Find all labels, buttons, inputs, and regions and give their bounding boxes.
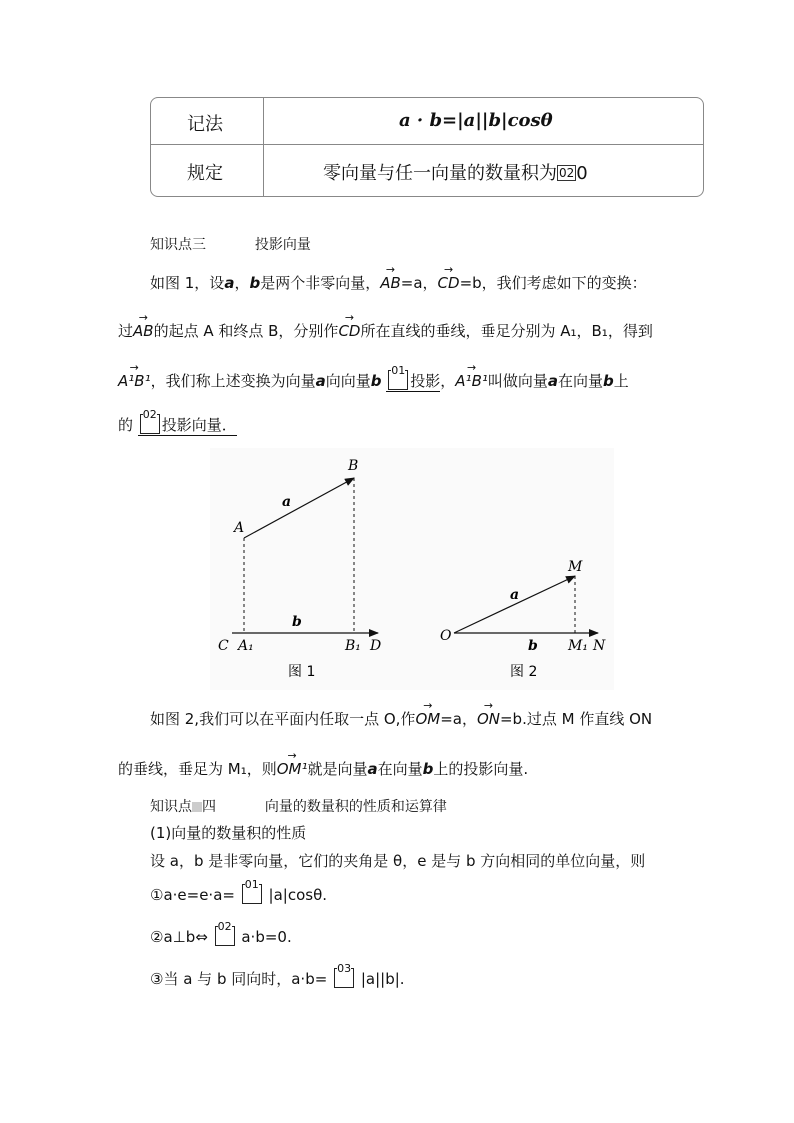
label-b: b: [292, 614, 302, 630]
text: =a，: [400, 274, 438, 292]
vector-OM: → OM: [415, 710, 440, 728]
vector-a-arrow-2: [454, 576, 575, 633]
text: 的起点 A 和终点 B，分别作: [153, 322, 339, 340]
vector-A1B1: → A¹B¹: [118, 372, 151, 390]
text: 的: [118, 416, 134, 434]
property-item-1: [150, 878, 328, 904]
paragraph-line: [150, 708, 652, 729]
section-number-suffix: 四: [202, 799, 216, 815]
text: =a，: [440, 710, 477, 728]
answer-text: 投影向量．: [161, 416, 237, 434]
label-C: C: [218, 638, 229, 654]
vector-a: a: [547, 372, 559, 390]
text: 向向量: [325, 372, 371, 390]
vector-a-arrow: [244, 478, 354, 538]
section-heading: [150, 796, 447, 816]
answer-blank-number: 02: [559, 166, 575, 180]
vector-OM1: → OM¹: [277, 760, 308, 778]
vector-CD: → CD: [338, 322, 360, 340]
vector-A1B1: → A¹B¹: [455, 372, 488, 390]
text: 所在直线的垂线，垂足分别为 A₁，B₁，得到: [360, 322, 653, 340]
caption-fig1: 图 1: [288, 664, 316, 680]
section-number: 知识点: [150, 799, 192, 815]
label-a: a: [282, 494, 292, 510]
rule-tail: 0: [576, 163, 588, 184]
label-B1: B₁: [345, 638, 361, 654]
paragraph-line: [118, 758, 528, 779]
blank-number: 02: [142, 408, 157, 421]
blank-number: 02: [217, 920, 232, 933]
label-D: D: [370, 638, 382, 654]
answer-text: |a|cosθ.: [268, 886, 328, 904]
label-a-2: a: [510, 587, 520, 603]
row-label-notation: 记法: [187, 114, 223, 135]
answer-blank: [242, 878, 262, 904]
text: 过: [118, 322, 134, 340]
label-B: B: [348, 458, 359, 474]
vector-b: b: [249, 274, 261, 292]
vector-b: b: [603, 372, 614, 390]
section-title: 投影向量: [254, 237, 311, 253]
section-title: 向量的数量积的性质和运算律: [264, 799, 447, 815]
property-item-2: [150, 920, 292, 946]
blank-number: 01: [244, 878, 259, 891]
text: 如图 2,我们可以在平面内任取一点 O,作: [150, 710, 416, 728]
vector-AB: → AB: [380, 274, 401, 292]
rule-text: 零向量与任一向量的数量积为: [323, 163, 557, 184]
answer-text: |a||b|.: [360, 970, 405, 988]
text: 是两个非零向量，: [260, 274, 381, 292]
blank-number: 01: [391, 364, 406, 377]
intro-line: 设 a，b 是非零向量，它们的夹角是 θ，e 是与 b 方向相同的单位向量，则: [150, 852, 646, 870]
answer-blank: [334, 962, 354, 988]
vector-b: b: [370, 372, 382, 390]
gray-mark: [192, 802, 202, 812]
vector-ON: → ON: [477, 710, 500, 728]
caption-fig2: 图 2: [510, 664, 538, 680]
answer-text: a·b=0.: [241, 928, 292, 946]
answer-blank: [215, 920, 235, 946]
vector-AB: → AB: [133, 322, 154, 340]
text: =b，我们考虑如下的变换：: [459, 274, 647, 292]
text: ，: [440, 372, 456, 390]
text: 上: [613, 372, 629, 390]
text: 如图 1，设: [150, 274, 225, 292]
text: 上的投影向量.: [433, 760, 529, 778]
text: 的垂线，垂足为 M₁，则: [118, 760, 277, 778]
label-M: M: [568, 559, 583, 575]
text: 就是向量: [307, 760, 368, 778]
row-value-notation: a · b=|a||b|cosθ: [399, 110, 553, 131]
formula: ③当 a 与 b 同向时，a·b=: [150, 970, 328, 988]
vector-a: a: [367, 760, 378, 778]
vector-a: a: [224, 274, 235, 292]
vector-CD: → CD: [438, 274, 460, 292]
vector-b: b: [422, 760, 434, 778]
property-item-3: [150, 962, 405, 989]
label-A1: A₁: [238, 638, 254, 654]
text: 在向量: [377, 760, 423, 778]
section-number: 知识点三: [150, 237, 206, 253]
subsection-title: (1)向量的数量积的性质: [150, 824, 307, 842]
label-O: O: [440, 628, 452, 644]
label-N: N: [593, 638, 606, 654]
text: 在向量: [558, 372, 604, 390]
answer-text: 投影: [410, 372, 441, 390]
blank-number: 03: [337, 962, 352, 975]
label-A: A: [234, 520, 245, 536]
vector-a: a: [315, 372, 326, 390]
row-label-rule: 规定: [187, 163, 223, 184]
text: ，我们称上述变换为向量: [150, 372, 316, 390]
label-b-2: b: [528, 638, 538, 654]
label-M1: M₁: [568, 638, 588, 654]
text: ，: [234, 274, 250, 292]
formula: ①a·e=e·a=: [150, 886, 235, 904]
formula: ②a⊥b⇔: [150, 928, 208, 946]
text: 叫做向量: [487, 372, 548, 390]
text: =b.过点 M 作直线 ON: [499, 710, 653, 728]
